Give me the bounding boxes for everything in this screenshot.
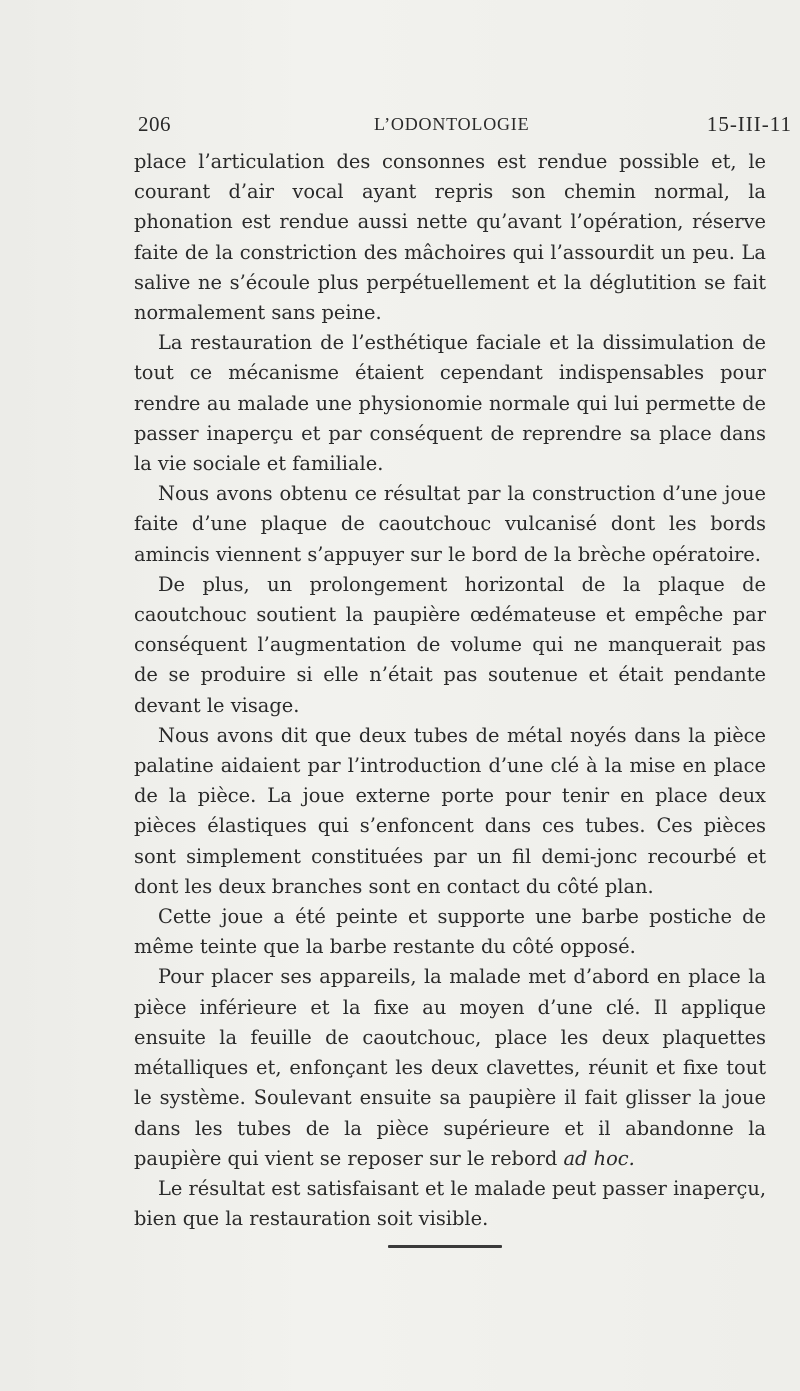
paragraph-7-italic: ad hoc. <box>563 1146 635 1170</box>
page-number: 206 <box>138 112 171 136</box>
section-end-rule <box>388 1245 502 1248</box>
paragraph-2 <box>134 328 766 479</box>
paragraph-7-text: Pour placer ses appareils, la malade met d’abord en place la pièce inférieure et la fixe au moyen d’une clé. Il applique ensuite la feuille de caoutchouc, place les deux plaquettes métalliques et, enfonçant les deux clavettes, réunit et fixe tout le système. Soulevant ensuite sa paupière il fait glisser la joue dans les tubes de la pièce supérieure et il abandonne la paupière qui vient se reposer sur le rebord <box>134 965 766 1170</box>
paragraph-3-text: Nous avons obtenu ce résultat par la construction d’une joue faite d’une plaque de caoutchouc vulcanisé dont les bords amincis viennent s’appuyer sur le bord de la brèche opératoire. <box>134 482 766 566</box>
issue-date: 15-III-11 <box>706 112 792 136</box>
paragraph-4 <box>134 570 766 721</box>
article-body <box>134 147 766 1234</box>
running-header <box>138 112 792 142</box>
paragraph-6 <box>134 902 766 962</box>
paragraph-2-text: La restauration de l’esthétique faciale et la dissimulation de tout ce mécanisme étaient cependant indispensables pour rendre au malade une physionomie normale qui lui permette de passer inaperçu et par conséquent de reprendre sa place dans la vie sociale et familiale. <box>134 331 766 476</box>
paragraph-5-text: Nous avons dit que deux tubes de métal noyés dans la pièce palatine aidaient par l’introduction d’une clé à la mise en place de la pièce. La joue externe porte pour tenir en place deux pièces élastiques qui s’enfoncent dans ces tubes. Ces pièces sont simplement constituées par un fil demi-jonc recourbé et dont les deux branches sont en contact du côté plan. <box>134 723 766 898</box>
paragraph-8-text: Le résultat est satisfaisant et le malade peut passer inaperçu, bien que la restauration soit visible. <box>134 1176 767 1231</box>
running-title: L’ODONTOLOGIE <box>374 114 530 134</box>
paragraph-8 <box>134 1174 766 1234</box>
paragraph-1 <box>134 147 766 328</box>
paragraph-7 <box>134 962 766 1173</box>
paragraph-5 <box>134 721 766 902</box>
paragraph-1-text: place l’articulation des consonnes est rendue possible et, le courant d’air vocal ayant repris son chemin normal, la phonation est rendue aussi nette qu’avant l’opération, réserve faite de la constriction des mâchoires qui l’assourdit un peu. La salive ne s’écoule plus perpétuellement et la déglutition se fait normalement sans peine. <box>134 150 766 325</box>
paragraph-4-text: De plus, un prolongement horizontal de la plaque de caoutchouc soutient la paupière œdémateuse et empêche par conséquent l’augmentation de volume qui ne manquerait pas de se produire si elle n’était pas soutenue et était pendante devant le visage. <box>134 572 766 717</box>
paragraph-3 <box>134 479 766 570</box>
paragraph-6-text: Cette joue a été peinte et supporte une barbe postiche de même teinte que la barbe restante du côté opposé. <box>134 905 766 959</box>
